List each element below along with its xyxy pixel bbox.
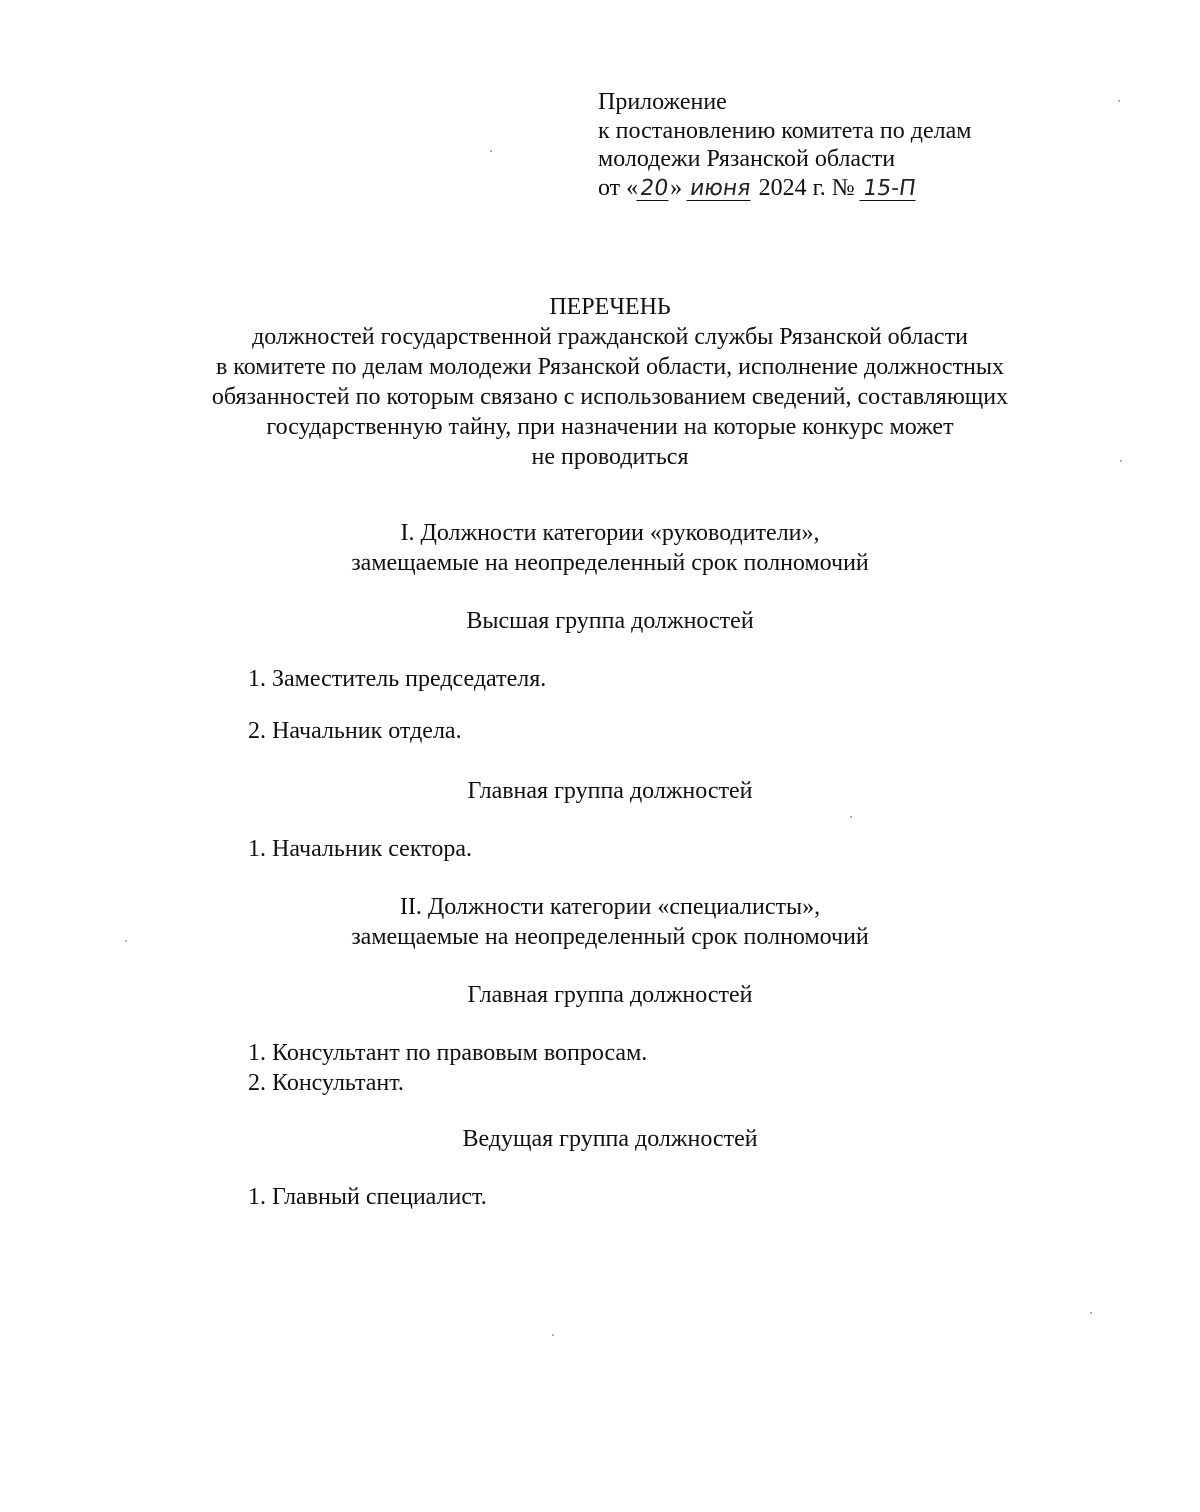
appendix-header (598, 88, 1038, 202)
group-leading-heading: Ведущая группа должностей (462, 1126, 758, 1152)
section-1-heading (150, 518, 1070, 578)
handwritten-month: июня (688, 175, 753, 201)
scan-speck (490, 150, 492, 152)
appendix-date-line (598, 174, 1038, 203)
section-1-subtitle: замещаемые на неопределенный срок полномочий (351, 550, 869, 576)
title-line-5: не проводиться (531, 444, 689, 470)
appendix-committee-line: молодежи Рязанской области (598, 146, 896, 172)
handwritten-day: 20 (638, 175, 671, 201)
group-high-heading: Высшая группа должностей (466, 608, 754, 634)
document-title (150, 292, 1070, 472)
list-item: 1. Главный специалист. (248, 1184, 487, 1210)
section-2-title: II. Должности категории «специалисты», (399, 894, 821, 920)
group-main-heading-1: Главная группа должностей (467, 778, 753, 804)
list-item: 1. Заместитель председателя. (248, 666, 547, 692)
list-item: 1. Консультант по правовым вопросам. (248, 1040, 648, 1066)
group-main-heading-2: Главная группа должностей (467, 982, 753, 1008)
date-prefix: от « (598, 174, 639, 201)
section-2-subtitle: замещаемые на неопределенный срок полномочий (351, 924, 869, 950)
list-item: 2. Консультант. (248, 1070, 404, 1096)
list-item: 1. Начальник сектора. (248, 836, 472, 862)
appendix-label: Приложение (598, 89, 727, 115)
title-line-3: обязанностей по которым связано с использованием сведений, составляющих (211, 384, 1009, 410)
scan-speck (850, 816, 852, 818)
scan-speck (1118, 100, 1120, 102)
section-2-heading (150, 892, 1070, 952)
title-line-4: государственную тайну, при назначении на которые конкурс может (266, 414, 954, 440)
date-mid: » (670, 174, 683, 201)
title-heading: ПЕРЕЧЕНЬ (549, 294, 671, 320)
title-line-1: должностей государственной гражданской службы Рязанской области (252, 324, 968, 350)
scan-speck (552, 1334, 554, 1336)
scan-speck (1120, 460, 1122, 462)
scan-speck (1090, 1312, 1092, 1314)
list-item: 2. Начальник отдела. (248, 718, 462, 744)
appendix-resolution-line: к постановлению комитета по делам (598, 117, 972, 144)
handwritten-number: 15-П (861, 175, 918, 201)
title-line-2: в комитете по делам молодежи Рязанской области, исполнение должностных (215, 354, 1005, 380)
date-year: 2024 г. № (758, 174, 855, 201)
section-1-title: I. Должности категории «руководители», (400, 520, 820, 546)
scan-speck (125, 940, 127, 942)
